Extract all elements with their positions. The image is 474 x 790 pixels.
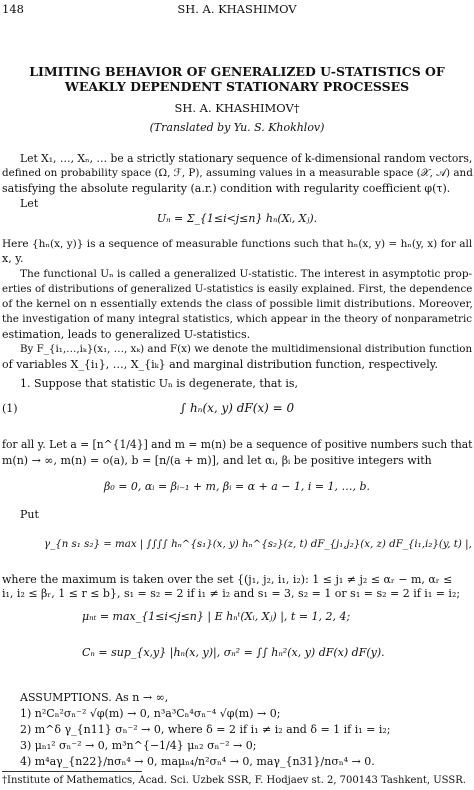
title-line-2: WEAKLY DEPENDENT STATIONARY PROCESSES — [64, 79, 410, 94]
equation-1: ∫ hₙ(x, y) dF(x) = 0 — [179, 401, 295, 415]
para2-line-2: x, y. — [2, 252, 24, 265]
intro-line-3: satisfying the absolute regularity (a.r.) condition with regularity coefficient φ(τ). — [2, 182, 451, 195]
equation-cn-sigma: Cₙ = sup_{x,y} |hₙ(x, y)|, σₙ² = ∫∫ hₙ²(x, y) dF(x) dF(y). — [82, 646, 385, 659]
equation-gamma: γ_{n s₁ s₂} = max | ∫∫∫∫ hₙ^{s₁}(x, y) hₙ^{s₂}(z, t) dF_{j₁,j₂}(x, z) dF_{i₁,i₂}(y, t) |, — [44, 539, 472, 550]
intro-line-4: Let — [20, 197, 39, 210]
assumption-1: 1) n²Cₙ²σₙ⁻² √φ(m) → 0, n³a³Cₙ⁴σₙ⁻⁴ √φ(m) → 0; — [20, 707, 281, 720]
intro-line-2: defined on probability space (Ω, ℱ, P), assuming values in a measurable space (𝒳, 𝒜) and — [2, 167, 473, 179]
para4-line-1: By F_{i₁,…,iₖ}(x₁, …, xₖ) and F(x) we denote the multidimensional distribution function — [20, 343, 473, 355]
para5-line-1: for all y. Let a = [n^{1/4}] and m = m(n) be a sequence of positive numbers such that — [2, 438, 473, 451]
equation-beta: β₀ = 0, αᵢ = βᵢ₋₁ + m, βᵢ = α + a − 1, i = 1, …, b. — [104, 480, 370, 493]
para3-line-5: estimation, leads to generalized U-statistics. — [2, 328, 251, 341]
section-1-heading: 1. Suppose that statistic Uₙ is degenerate, that is, — [20, 377, 299, 390]
intro-line-1: Let X₁, …, Xₙ, … be a strictly stationary sequence of k-dimensional random vectors, — [20, 152, 473, 165]
para6-line-1: where the maximum is taken over the set {(j₁, j₂, i₁, i₂): 1 ≤ j₁ ≠ j₂ ≤ αᵣ − m, αᵣ ≤ — [2, 573, 453, 586]
title-line-1: LIMITING BEHAVIOR OF GENERALIZED U-STATISTICS OF — [29, 64, 445, 79]
footnote: †Institute of Mathematics, Acad. Sci. Uzbek SSR, F. Hodjaev st. 2, 700143 Tashkent, USSR. — [2, 775, 466, 786]
equation-un: Uₙ = Σ_{1≤i<j≤n} hₙ(Xᵢ, Xⱼ). — [156, 212, 318, 225]
para3-line-4: the investigation of many integral statistics, which appear in the theory of nonparametric — [2, 313, 473, 325]
para3-line-1: The functional Uₙ is called a generalized U-statistic. The interest in asymptotic prop- — [20, 268, 473, 280]
equation-mu: μₙₜ = max_{1≤i<j≤n} | E hₙᵗ(Xᵢ, Xⱼ) |, t = 1, 2, 4; — [82, 610, 351, 623]
para3-line-3: of the kernel on n essentially extends the class of possible limit distributions. Moreover, — [2, 298, 473, 310]
translator-note: (Translated by Yu. S. Khokhlov) — [149, 121, 325, 134]
footnote-rule — [2, 771, 142, 772]
para6-line-2: i₁, i₂ ≤ βᵣ, 1 ≤ r ≤ b}, s₁ = s₂ = 2 if i₁ ≠ i₂ and s₁ = 3, s₂ = 1 or s₁ = s₂ = 2 if i₁ = i₂; — [2, 587, 461, 600]
para3-line-2: erties of distributions of generalized U-statistics is easily explained. First, the dependence — [2, 283, 473, 295]
para2-line-1: Here {hₙ(x, y)} is a sequence of measurable functions such that hₙ(x, y) = hₙ(y, x) for all — [2, 238, 473, 250]
assumption-3: 3) μₙ₁² σₙ⁻² → 0, m³n^{−1/4} μₙ₂ σₙ⁻² → 0; — [20, 739, 257, 752]
assumption-4: 4) m⁴aγ_{n22}/nσₙ⁴ → 0, maμₙ₄/n²σₙ⁴ → 0, maγ_{n31}/nσₙ⁴ → 0. — [20, 755, 375, 768]
running-head: SH. A. KHASHIMOV — [177, 2, 297, 16]
para5-line-2: m(n) → ∞, m(n) = o(a), b = [n/(a + m)], and let αᵢ, βᵢ be positive integers with — [2, 454, 432, 467]
para4-line-2: of variables X_{i₁}, …, X_{iₖ} and marginal distribution function, respectively. — [2, 358, 439, 371]
page-number: 148 — [2, 2, 24, 16]
put-label: Put — [20, 508, 39, 521]
equation-1-label: (1) — [2, 402, 18, 415]
author: SH. A. KHASHIMOV† — [174, 101, 300, 115]
assumptions-heading: ASSUMPTIONS. As n → ∞, — [20, 691, 169, 704]
assumption-2: 2) m^δ γ_{n11} σₙ⁻² → 0, where δ = 2 if i₁ ≠ i₂ and δ = 1 if i₁ = i₂; — [20, 723, 391, 736]
